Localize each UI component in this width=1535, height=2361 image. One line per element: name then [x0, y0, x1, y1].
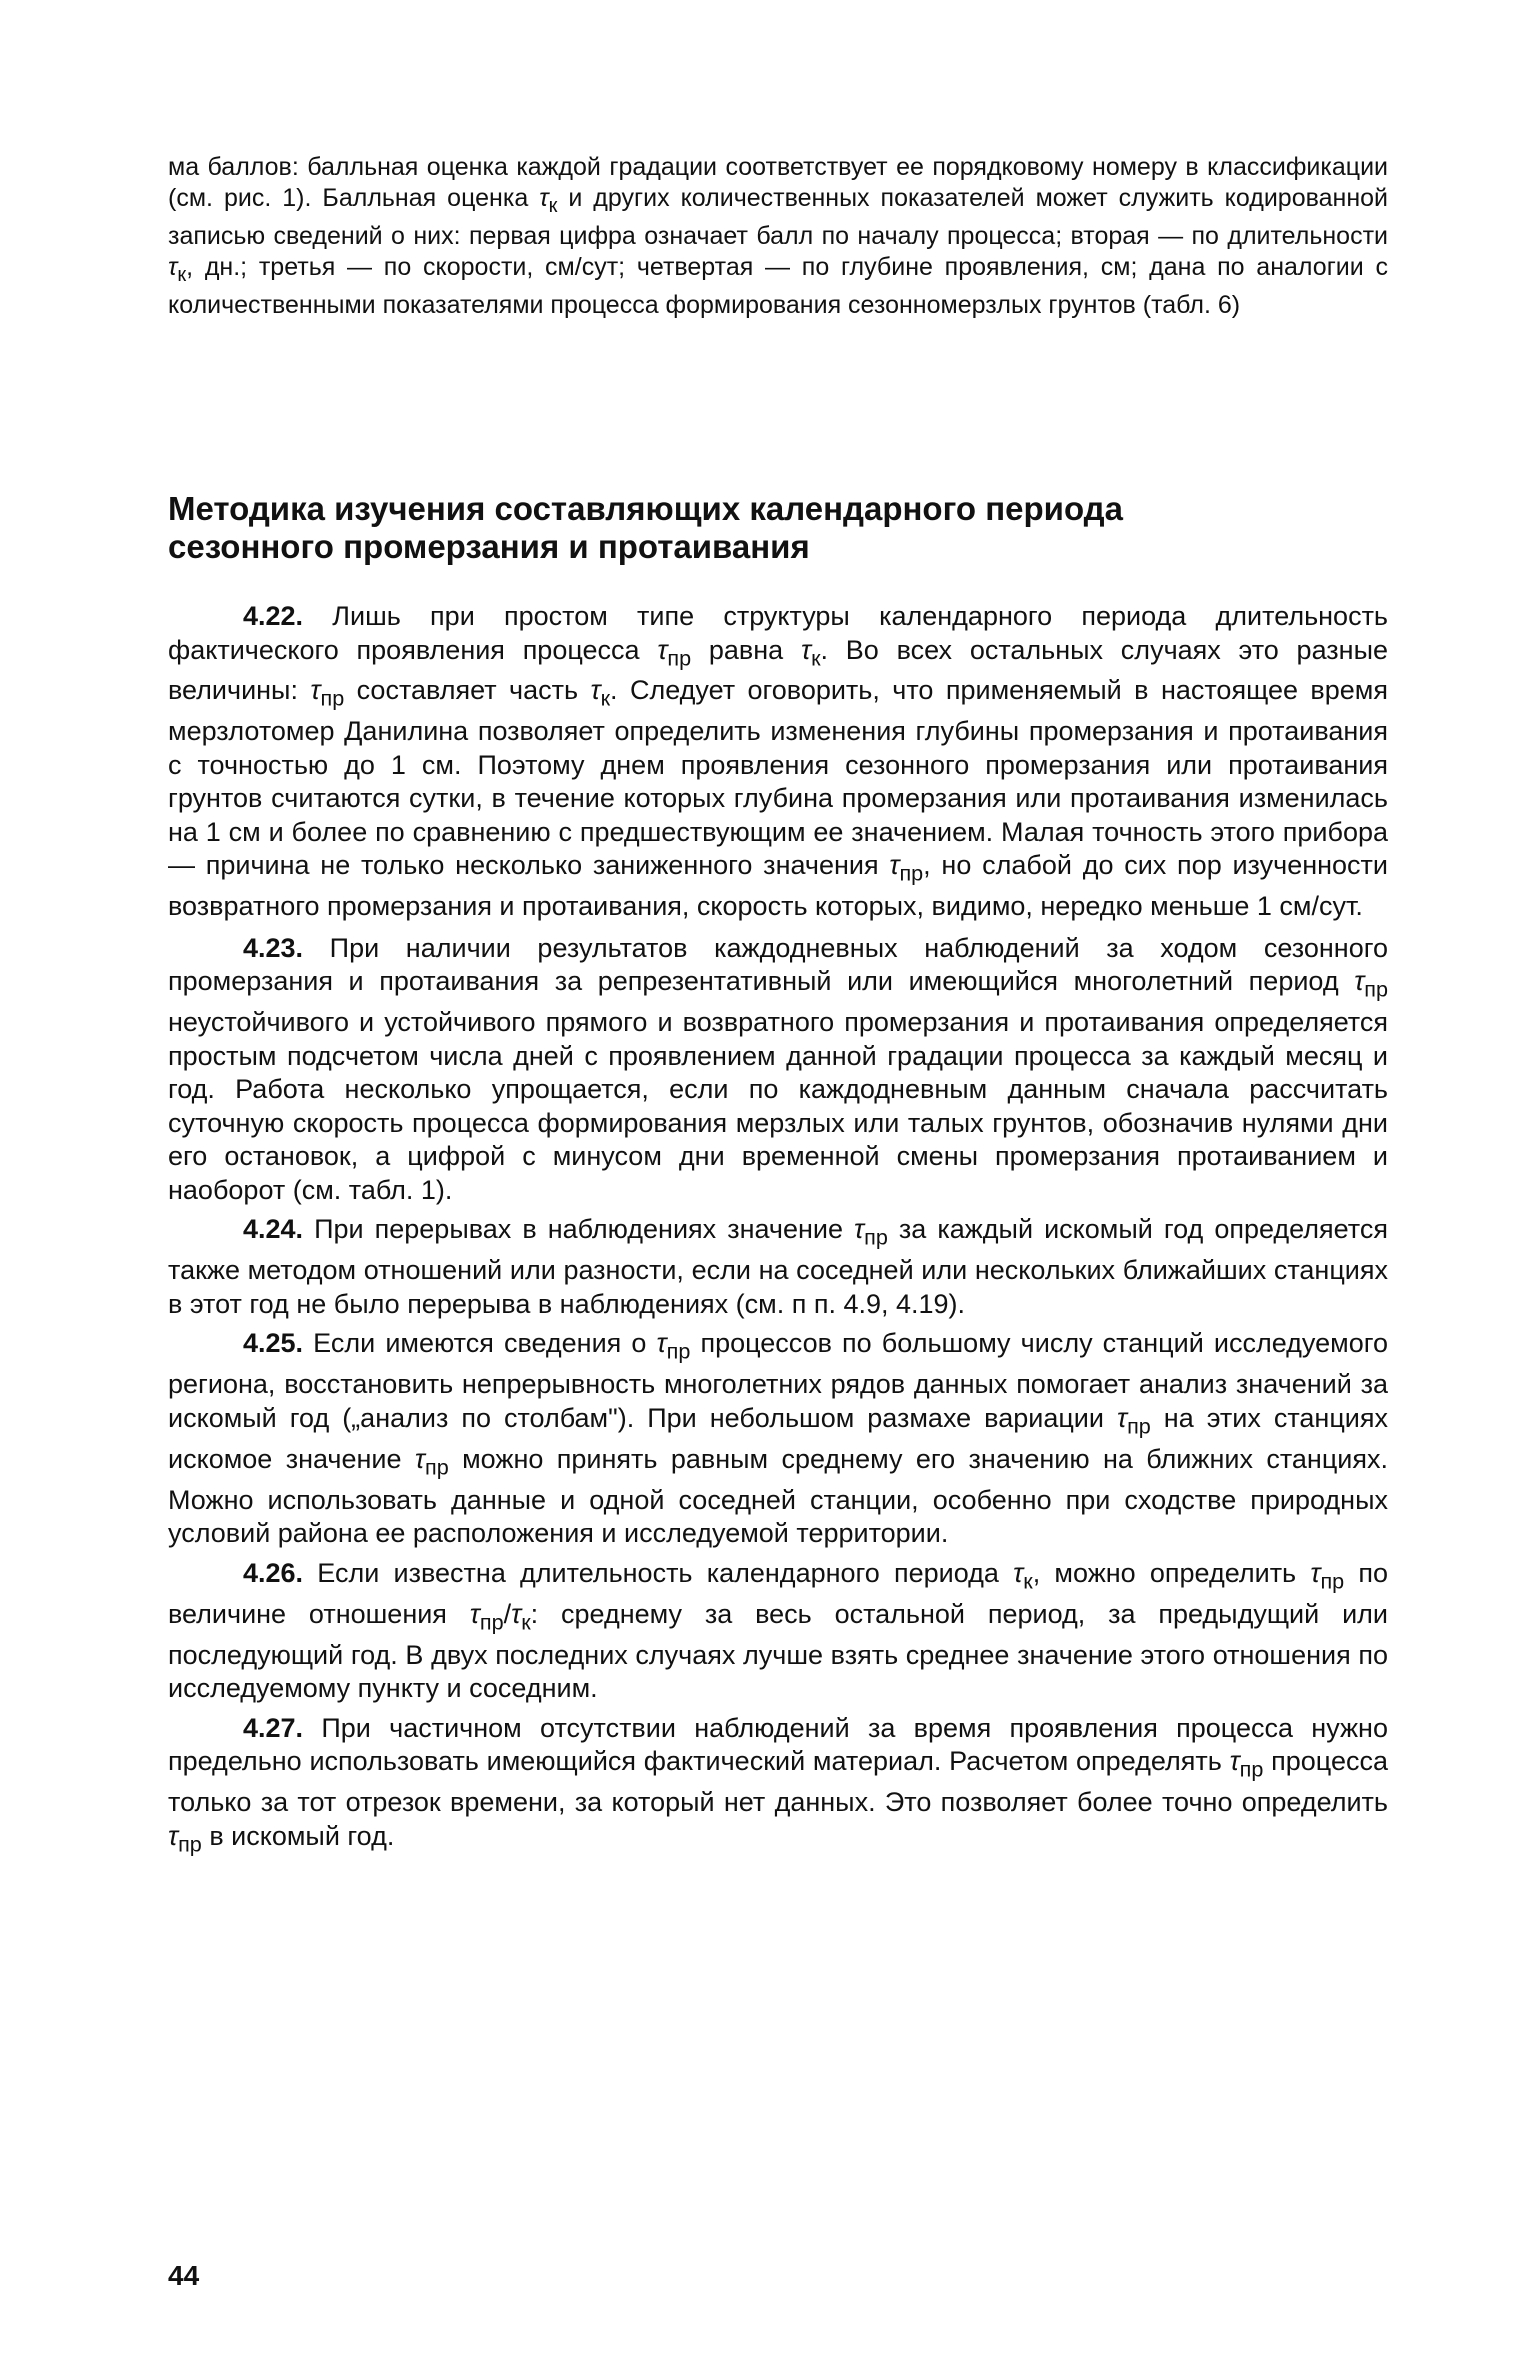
paragraph-number: 4.23. — [243, 932, 304, 963]
symbol-tau: $\tau_к$ — [539, 183, 558, 217]
symbol-tau: $\tau_к$ — [590, 675, 611, 711]
paragraph-4-26: 4.26. Если известна длительность календарного периода $\tau_к$, можно определить $\tau_{пр}$ по величине отношения $\tau_{пр}/\tau_к$: среднему за весь остальной период, за предыдущий или последующий год. В двух последних случаях лучше взять среднее значение этого отношения по исследуемому пункту и соседним. — [168, 1557, 1389, 1704]
paragraph-4-27: 4.27. При частичном отсутствии наблюдений за время проявления процесса нужно предельно использовать имеющийся фактический материал. Расчетом определять $\tau_{пр}$ процесса только за тот отрезок времени, за который нет данных. Это позволяет более точно определить $\tau_{пр}$ в искомый год. — [168, 1712, 1388, 1857]
body-text — [168, 600, 1388, 1861]
symbol-tau: $\tau_к$ — [168, 252, 187, 286]
symbol-tau: $\tau_к$ — [800, 634, 821, 670]
paragraph-number: 4.22. — [243, 601, 304, 631]
symbol-tau: $\tau_{пр}$ — [310, 675, 345, 711]
paragraph-4-24: 4.24. При перерывах в наблюдениях значение $\tau_{пр}$ за каждый искомый год определяется также методом отношений или разности, если на соседней или нескольких ближайших станциях в этот год не было перерыва в наблюдениях (см. п п. 4.9, 4.19). — [168, 1214, 1388, 1319]
symbol-tau: $\tau_{пр}$ — [657, 634, 692, 670]
paragraph-4-25: 4.25. Если имеются сведения о $\tau_{пр}$ процессов по большому числу станций исследуемого региона, восстановить непрерывность многолетних рядов данных помогает анализ значений за искомый год („анализ по столбам"). При небольшом размахе вариации $\tau_{пр}$ на этих станциях искомое значение $\tau_{пр}$ можно принять равным среднему его значению на ближних станциях. Можно использовать данные и одной соседней станции, особенно при сходстве природных условий района ее расположения и исследуемой территории. — [168, 1328, 1388, 1549]
symbol-tau: $\tau_{пр}$ — [889, 850, 924, 886]
symbol-tau: $\tau_{пр}$ — [1229, 1746, 1264, 1782]
symbol-tau: $\tau_к$ — [1013, 1557, 1033, 1594]
symbol-tau: $\tau_{пр}$ — [1354, 966, 1388, 1002]
symbol-tau: $\tau_к$ — [511, 1598, 531, 1635]
page-number: 44 — [168, 2260, 200, 2291]
symbol-tau: $\tau_{пр}$ — [1116, 1402, 1151, 1439]
symbol-tau: $\tau_{пр}$ — [469, 1598, 504, 1635]
intro-paragraph — [168, 152, 1388, 321]
paragraph-number: 4.26. — [243, 1557, 304, 1588]
paragraph-number: 4.27. — [243, 1712, 304, 1743]
text-run: , дн.; третья — по скорости, см/сут; четвертая — по глубине проявления, см; дана по аналогии с количественными показателями процесса формирования сезонномерзлых грунтов (табл. 6) — [168, 252, 1388, 319]
paragraph-number: 4.24. — [243, 1214, 304, 1245]
symbol-tau: $\tau_{пр}$ — [656, 1328, 691, 1364]
symbol-tau: $\tau_{пр}$ — [414, 1443, 449, 1480]
text-run: и других количественных показателей может служить кодированной записью сведений о них: первая цифра означает балл по началу процесса; вторая — по длительности — [168, 183, 1388, 250]
heading-line-2: сезонного промерзания и протаивания — [168, 528, 810, 565]
heading-line-1: Методика изучения составляющих календарного периода — [168, 490, 1123, 527]
symbol-tau: $\tau_{пр}$ — [1310, 1557, 1345, 1594]
paragraph-4-22: 4.22. Лишь при простом типе структуры календарного периода длительность фактического проявления процесса $\tau_{пр}$ равна $\tau_к$. Во всех остальных случаях это разные величины: $\tau_{пр}$ составляет часть $\tau_к$. Следует оговорить, что применяемый в настоящее время мерзлотомер Данилина позволяет определить изменения глубины промерзания и протаивания с точностью до 1 см. Поэтому днем проявления сезонного промерзания или протаивания грунтов считаются сутки, в течение которых глубина промерзания или протаивания изменилась на 1 см и более по сравнению с предшествующим ее значением. Малая точность этого прибора — причина не только несколько заниженного значения $\tau_{пр}$, но слабой до сих пор изученности возвратного промерзания и протаивания, скорость которых, видимо, нередко меньше 1 см/сут. — [168, 601, 1389, 922]
paragraph-4-23: 4.23. При наличии результатов каждодневных наблюдений за ходом сезонного промерзания и протаивания за репрезентативный или имеющийся многолетний период $\tau_{пр}$ неустойчивого и устойчивого прямого и возвратного промерзания и протаивания определяется простым подсчетом числа дней с проявлением данной градации процесса за каждый месяц и год. Работа несколько упрощается, если по каждодневным данным сначала рассчитать суточную скорость процесса формирования мерзлых или талых грунтов, обозначив нулями дни его остановок, а цифрой с минусом дни временной смены промерзания протаиванием и наоборот (см. табл. 1). — [168, 932, 1388, 1205]
section-heading — [168, 490, 1388, 566]
symbol-tau: $\tau_{пр}$ — [854, 1214, 888, 1250]
text-run: ма баллов: балльная оценка каждой градации соответствует ее порядковому номеру в классификации (см. рис. 1). Балльная оценка — [168, 153, 1388, 212]
symbol-tau: $\tau_{пр}$ — [168, 1820, 202, 1857]
paragraph-number: 4.25. — [243, 1328, 304, 1359]
